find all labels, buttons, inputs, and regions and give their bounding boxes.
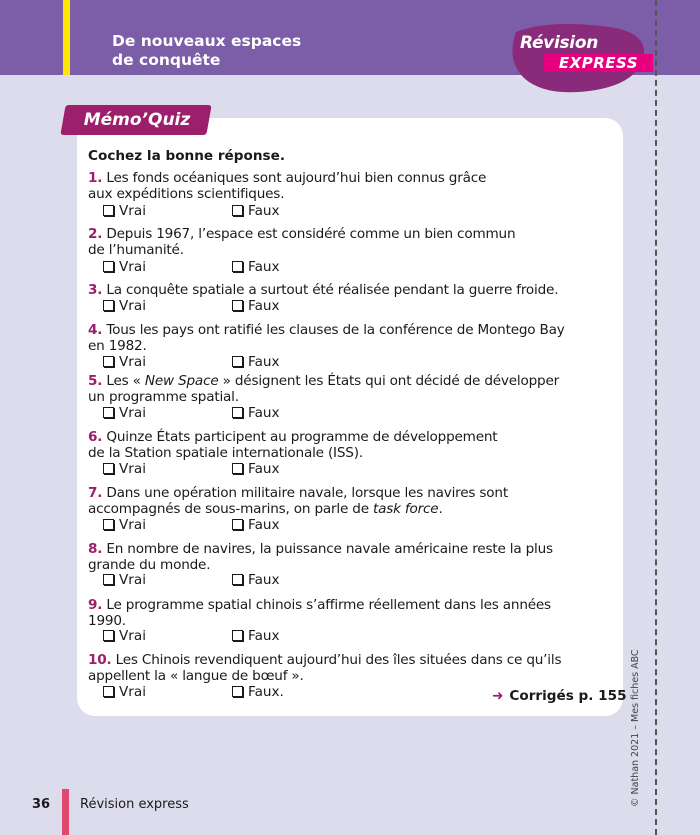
question-text-pre: Les « [106, 373, 145, 389]
arrow-right-icon: ➜ [492, 688, 504, 704]
option-label: Vrai [119, 354, 146, 370]
checkbox[interactable] [103, 407, 114, 418]
checkbox[interactable] [232, 261, 243, 272]
q5-faux-option[interactable] [232, 405, 280, 421]
question-text: Tous les pays ont ratifié les clauses de la conférence de Montego Bay [106, 322, 565, 338]
footer-section: Révision express [80, 797, 189, 812]
q9-faux-option[interactable] [232, 628, 280, 644]
q4-faux-option[interactable] [232, 354, 280, 370]
checkbox[interactable] [232, 630, 243, 641]
checkbox[interactable] [103, 463, 114, 474]
question-text: Les Chinois revendiquent aujourd’hui des îles situées dans ce qu’ils [115, 652, 562, 668]
question-number: 2. [88, 226, 103, 242]
question-number: 9. [88, 597, 103, 613]
q10-faux-option[interactable] [232, 684, 284, 700]
question-number: 3. [88, 282, 103, 298]
header-yellow-stripe [63, 0, 70, 75]
option-label: Faux [248, 298, 280, 314]
option-label: Faux [248, 517, 280, 533]
question-text: La conquête spatiale a surtout été réalisée pendant la guerre froide. [106, 282, 559, 298]
question-text-cont: un programme spatial. [88, 389, 239, 405]
question-text-post: » désignent les États qui ont décidé de développer [218, 373, 560, 389]
cut-line [655, 0, 657, 835]
q8-vrai-option[interactable] [103, 572, 146, 588]
answers-link[interactable] [492, 688, 627, 704]
q5-vrai-option[interactable] [103, 405, 146, 421]
question-text-post: . [438, 501, 443, 517]
badge-revision-text: Révision [520, 33, 599, 53]
q2-vrai-option[interactable] [103, 259, 146, 275]
option-label: Faux [248, 461, 280, 477]
chapter-title-line1: De nouveaux espaces [112, 32, 302, 50]
option-label: Faux [248, 628, 280, 644]
checkbox[interactable] [232, 519, 243, 530]
option-label: Vrai [119, 628, 146, 644]
q9-vrai-option[interactable] [103, 628, 146, 644]
question-8 [88, 541, 613, 573]
badge-express-text: EXPRESS [544, 54, 653, 72]
checkbox[interactable] [103, 205, 114, 216]
question-text-cont: 1990. [88, 613, 126, 629]
checkbox[interactable] [103, 261, 114, 272]
option-label: Faux. [248, 684, 284, 700]
option-label: Faux [248, 572, 280, 588]
question-text: Les fonds océaniques sont aujourd’hui bien connus grâce [106, 170, 487, 186]
checkbox[interactable] [103, 356, 114, 367]
question-text-em: New Space [144, 373, 219, 389]
footer-accent-bar [62, 789, 69, 835]
q6-vrai-option[interactable] [103, 461, 146, 477]
question-number: 4. [88, 322, 103, 338]
question-text: Le programme spatial chinois s’affirme réellement dans les années [106, 597, 551, 613]
question-text-cont: appellent la « langue de bœuf ». [88, 668, 304, 684]
checkbox[interactable] [103, 686, 114, 697]
question-text-cont: grande du monde. [88, 557, 211, 573]
question-9 [88, 597, 613, 629]
question-text-cont: de l’humanité. [88, 242, 184, 258]
q7-faux-option[interactable] [232, 517, 280, 533]
question-text: Dans une opération militaire navale, lorsque les navires sont [106, 485, 508, 501]
checkbox[interactable] [103, 300, 114, 311]
option-label: Faux [248, 405, 280, 421]
answers-link-label: Corrigés p. 155 [509, 688, 627, 704]
option-label: Vrai [119, 684, 146, 700]
question-text-cont: de la Station spatiale internationale (ISS). [88, 445, 363, 461]
option-label: Faux [248, 203, 280, 219]
question-text: Quinze États participent au programme de développement [106, 429, 498, 445]
q10-vrai-option[interactable] [103, 684, 146, 700]
q2-faux-option[interactable] [232, 259, 280, 275]
checkbox[interactable] [103, 630, 114, 641]
question-number: 5. [88, 373, 103, 389]
question-10 [88, 652, 613, 684]
question-text-pre: accompagnés de sous-marins, on parle de [88, 501, 373, 517]
question-text-em: task force [372, 501, 439, 517]
chapter-title-line2: de conquête [112, 51, 221, 69]
option-label: Vrai [119, 405, 146, 421]
question-2 [88, 226, 613, 258]
option-label: Faux [248, 259, 280, 275]
question-3 [88, 282, 613, 298]
quiz-instruction: Cochez la bonne réponse. [88, 148, 286, 164]
question-number: 6. [88, 429, 103, 445]
question-text-cont: en 1982. [88, 338, 147, 354]
q3-vrai-option[interactable] [103, 298, 146, 314]
q6-faux-option[interactable] [232, 461, 280, 477]
q1-faux-option[interactable] [232, 203, 280, 219]
q3-faux-option[interactable] [232, 298, 280, 314]
option-label: Vrai [119, 461, 146, 477]
copyright-credit: © Nathan 2021 – Mes fiches ABC [630, 649, 641, 807]
question-number: 10. [88, 652, 112, 668]
option-label: Vrai [119, 517, 146, 533]
question-number: 7. [88, 485, 103, 501]
option-label: Vrai [119, 298, 146, 314]
revision-express-badge [506, 20, 656, 90]
checkbox[interactable] [232, 356, 243, 367]
question-6 [88, 429, 613, 461]
checkbox[interactable] [232, 574, 243, 585]
q1-vrai-option[interactable] [103, 203, 146, 219]
memo-quiz-label: Mémo’Quiz [83, 110, 191, 130]
option-label: Vrai [119, 203, 146, 219]
question-4 [88, 322, 613, 354]
checkbox[interactable] [232, 463, 243, 474]
q4-vrai-option[interactable] [103, 354, 146, 370]
question-number: 8. [88, 541, 103, 557]
question-number: 1. [88, 170, 103, 186]
checkbox[interactable] [103, 519, 114, 530]
option-label: Vrai [119, 572, 146, 588]
checkbox[interactable] [232, 686, 243, 697]
chapter-title [112, 32, 432, 70]
checkbox[interactable] [232, 300, 243, 311]
option-label: Vrai [119, 259, 146, 275]
option-label: Faux [248, 354, 280, 370]
checkbox[interactable] [232, 407, 243, 418]
question-1 [88, 170, 613, 202]
page-number: 36 [32, 797, 51, 812]
question-text-cont: aux expéditions scientifiques. [88, 186, 285, 202]
checkbox[interactable] [232, 205, 243, 216]
q7-vrai-option[interactable] [103, 517, 146, 533]
question-5 [88, 373, 613, 405]
checkbox[interactable] [103, 574, 114, 585]
question-7 [88, 485, 613, 517]
q8-faux-option[interactable] [232, 572, 280, 588]
question-text: En nombre de navires, la puissance navale américaine reste la plus [106, 541, 553, 557]
question-text: Depuis 1967, l’espace est considéré comme un bien commun [106, 226, 516, 242]
